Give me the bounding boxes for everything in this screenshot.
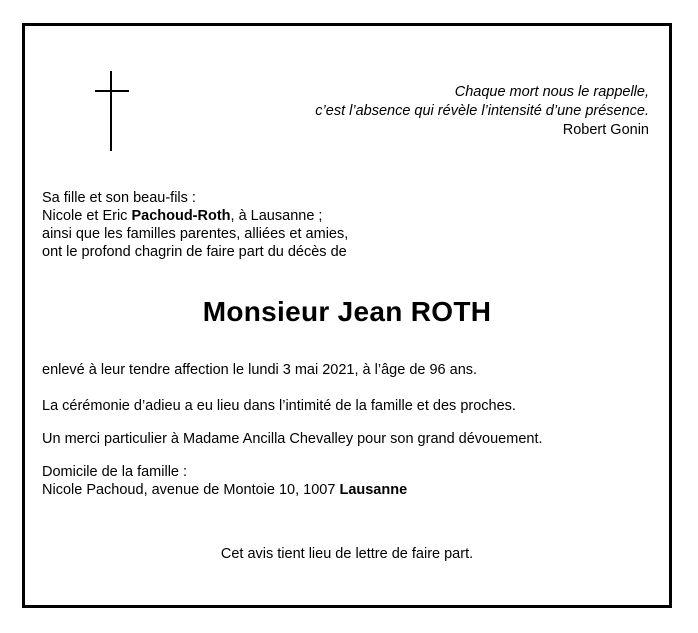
deceased-name: Monsieur Jean ROTH — [202, 296, 492, 327]
epigraph-line-1: Chaque mort nous le rappelle, — [454, 84, 649, 100]
domicile-city: Lausanne — [339, 482, 408, 498]
domicile-address — [42, 481, 407, 499]
intro-line-1: Sa fille et son beau-fils : — [42, 190, 196, 206]
family-name-bold: Pachoud-Roth — [131, 208, 231, 224]
domicile-block — [42, 463, 407, 499]
intro-line-3: ainsi que les familles parentes, alliées et amies, — [42, 226, 349, 242]
announcement-intro — [42, 189, 348, 261]
intro-line-2-pre: Nicole et Eric — [42, 208, 132, 224]
epigraph — [315, 83, 649, 140]
domicile-address-pre: Nicole Pachoud, avenue de Montoie 10, 1007 — [42, 482, 340, 498]
domicile-label: Domicile de la famille : — [42, 464, 188, 480]
obituary-frame — [22, 23, 672, 608]
ceremony-text: La cérémonie d’adieu a eu lieu dans l’intimité de la famille et des proches. — [42, 398, 516, 414]
passing-text: enlevé à leur tendre affection le lundi 3 mai 2021, à l’âge de 96 ans. — [42, 362, 478, 378]
epigraph-author: Robert Gonin — [562, 122, 649, 138]
latin-cross-icon — [95, 71, 129, 151]
intro-line-2 — [42, 207, 348, 225]
footer-note: Cet avis tient lieu de lettre de faire part. — [220, 546, 474, 562]
epigraph-line-2: c’est l’absence qui révèle l’intensité d’une présence. — [315, 103, 649, 119]
intro-line-4: ont le profond chagrin de faire part du décès de — [42, 244, 347, 260]
intro-line-2-post: , à Lausanne ; — [230, 208, 323, 224]
thanks-text: Un merci particulier à Madame Ancilla Chevalley pour son grand dévouement. — [42, 431, 543, 447]
